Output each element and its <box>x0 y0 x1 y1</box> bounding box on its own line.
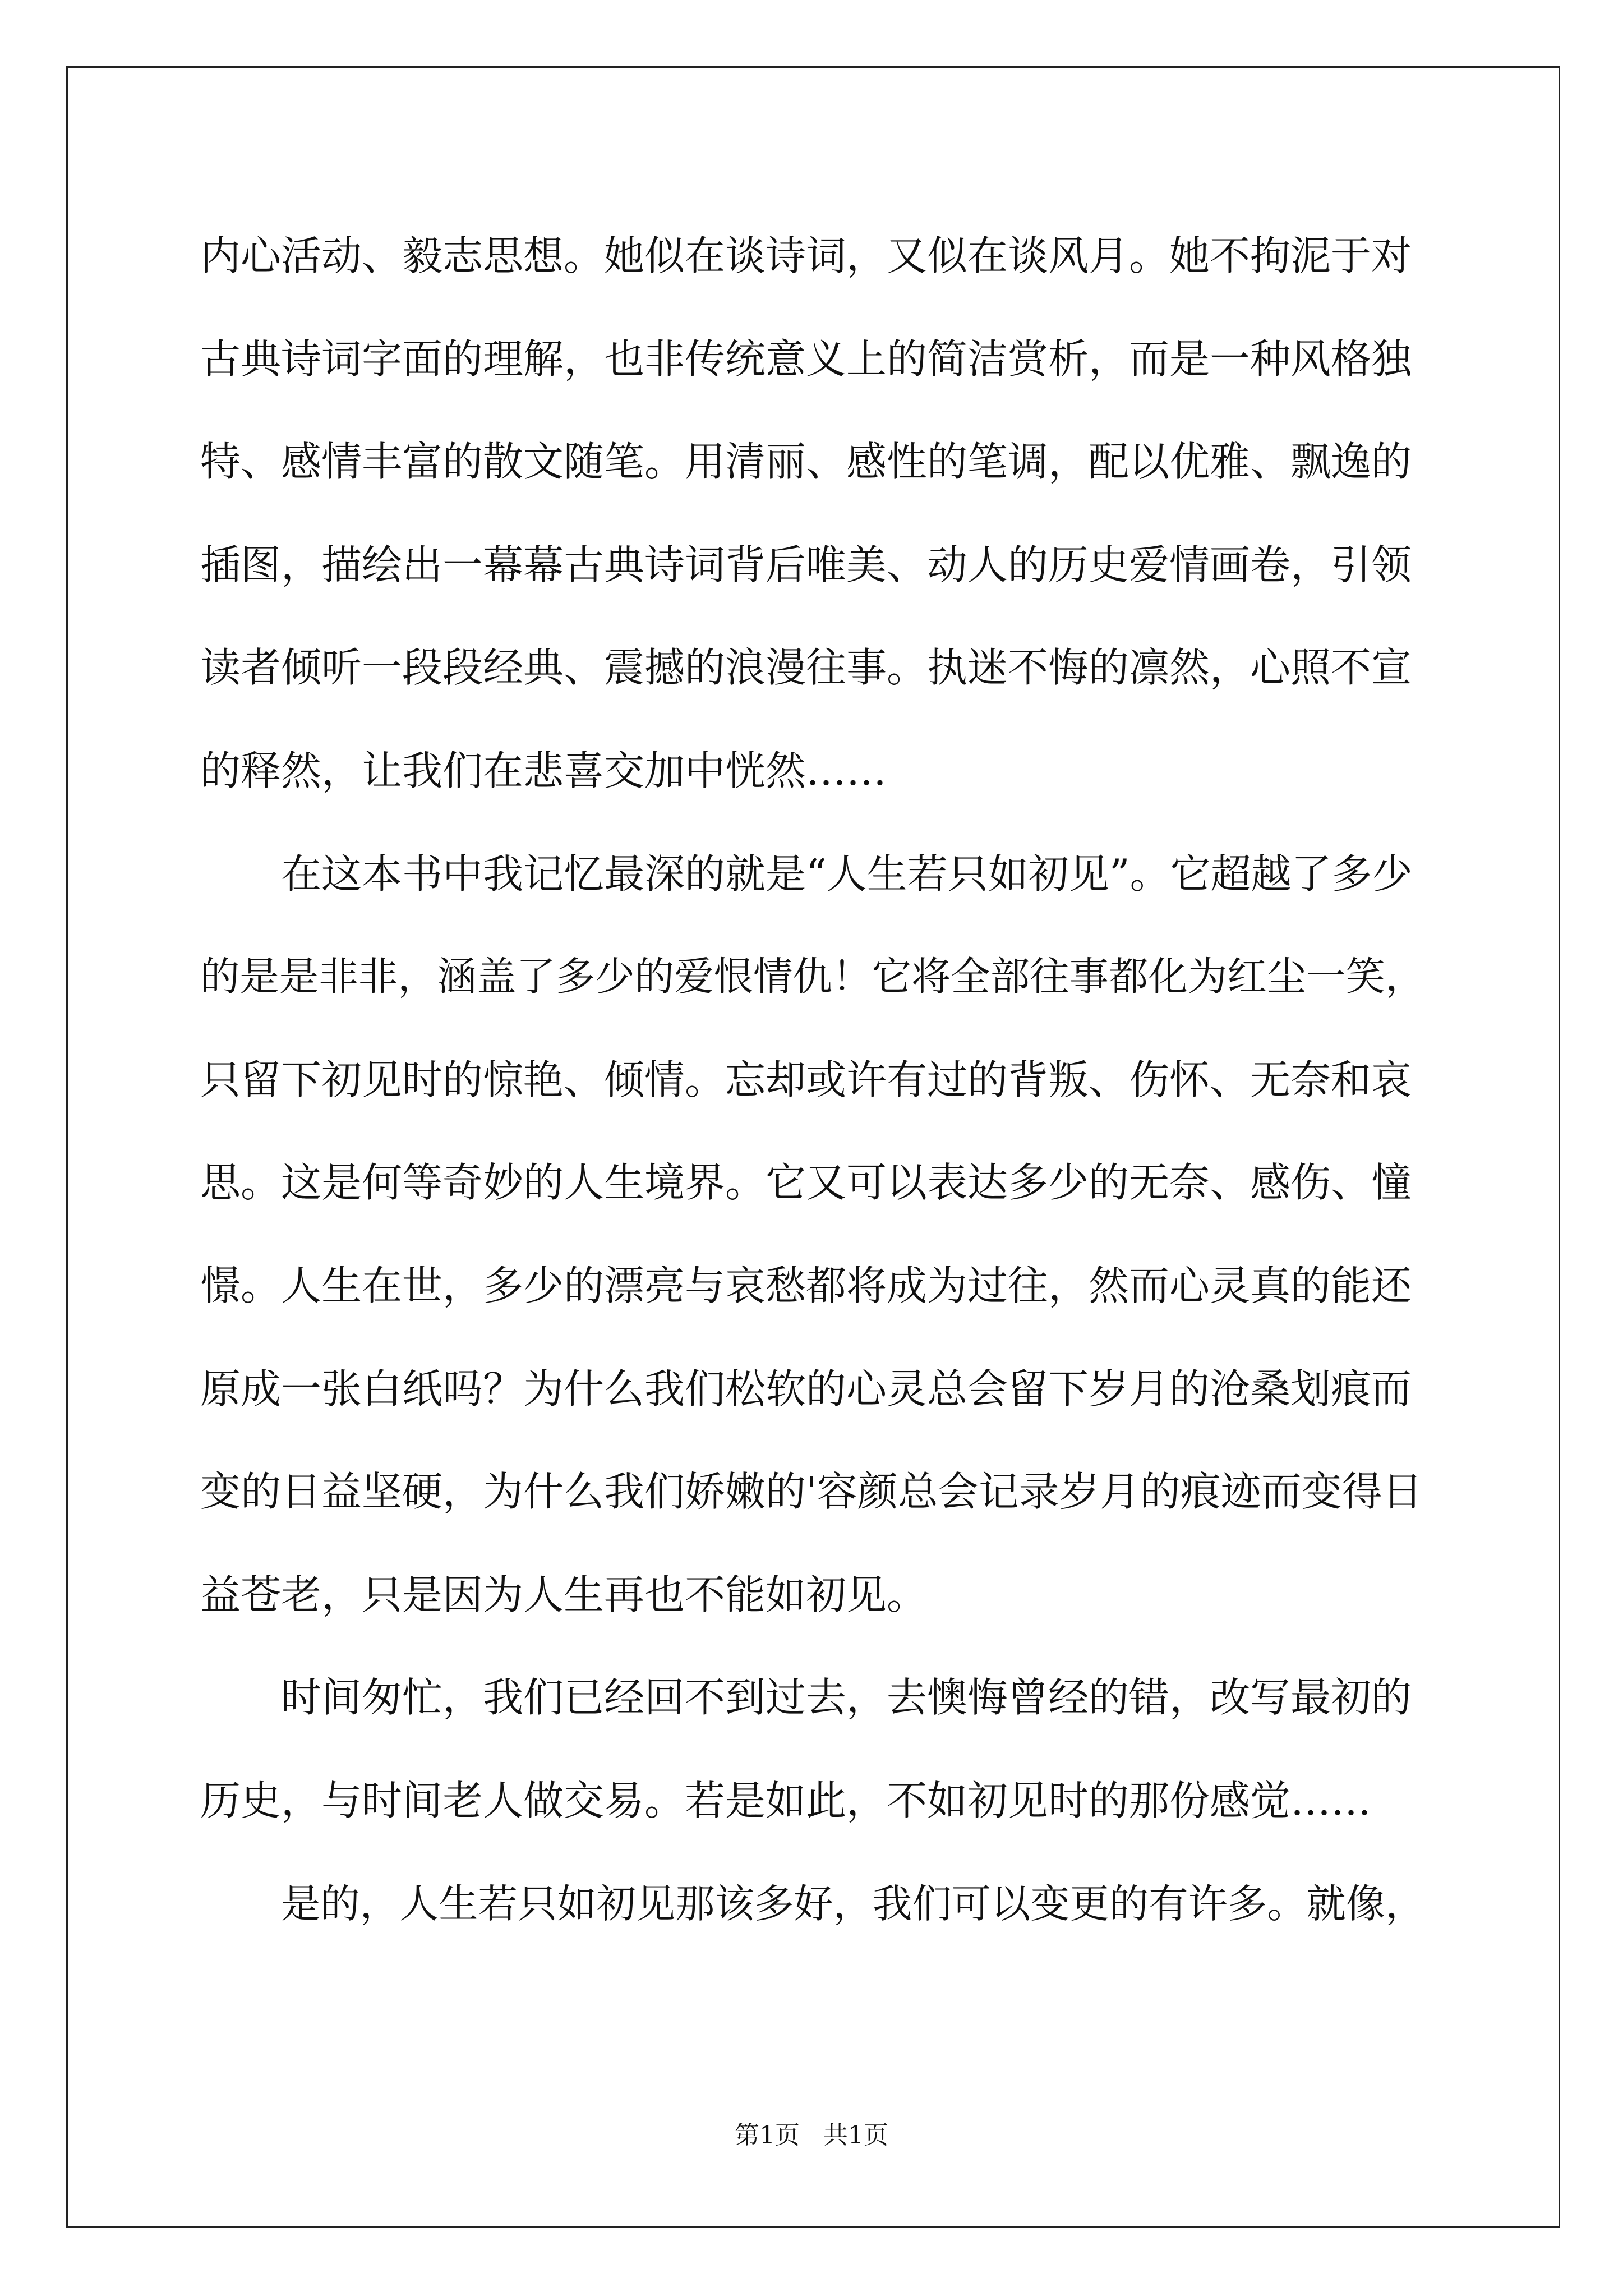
page-number-footer: 第1页 共1页 <box>735 2121 888 2150</box>
text-line: 内心活动、毅志思想。她似在谈诗词，又似在谈风月。她不拘泥于对 <box>200 232 1412 279</box>
text-line: 只留下初见时的惊艳、倾情。忘却或许有过的背叛、伤怀、无奈和哀 <box>200 1056 1412 1103</box>
document-body <box>200 205 1425 1955</box>
text-line: 原成一张白纸吗？为什么我们松软的心灵总会留下岁月的沧桑划痕而 <box>200 1365 1412 1412</box>
text-line: 历史，与时间老人做交易。若是如此，不如初见时的那份感觉…… <box>200 1777 1372 1824</box>
text-line: 是的，人生若只如初见那该多好，我们可以变更的有许多。就像， <box>281 1880 1425 1927</box>
text-line: 时间匆忙，我们已经回不到过去，去懊悔曾经的错，改写最初的 <box>281 1674 1412 1722</box>
text-line: 的释然，让我们在悲喜交加中恍然…… <box>200 747 887 794</box>
text-line: 思。这是何等奇妙的人生境界。它又可以表达多少的无奈、感伤、憧 <box>200 1159 1412 1207</box>
text-line: 在这本书中我记忆最深的就是“人生若只如初见”。它超越了多少 <box>281 850 1413 898</box>
text-line: 憬。人生在世，多少的漂亮与哀愁都将成为过往，然而心灵真的能还 <box>200 1262 1412 1309</box>
text-line: 的是是非非，涵盖了多少的爱恨情仇！它将全部往事都化为红尘一笑， <box>200 954 1425 1000</box>
text-line: 插图，描绘出一幕幕古典诗词背后唯美、动人的历史爱情画卷，引领 <box>200 541 1412 588</box>
text-line: 古典诗词字面的理解，也非传统意义上的简洁赏析，而是一种风格独 <box>200 335 1412 383</box>
text-line: 变的日益坚硬，为什么我们娇嫩的'容颜总会记录岁月的痕迹而变得日 <box>200 1468 1423 1516</box>
text-line: 益苍老，只是因为人生再也不能如初见。 <box>200 1571 928 1618</box>
text-line: 读者倾听一段段经典、震撼的浪漫往事。执迷不悔的凛然，心照不宣 <box>200 644 1412 692</box>
text-line: 特、感情丰富的散文随笔。用清丽、感性的笔调，配以优雅、飘逸的 <box>200 438 1412 486</box>
